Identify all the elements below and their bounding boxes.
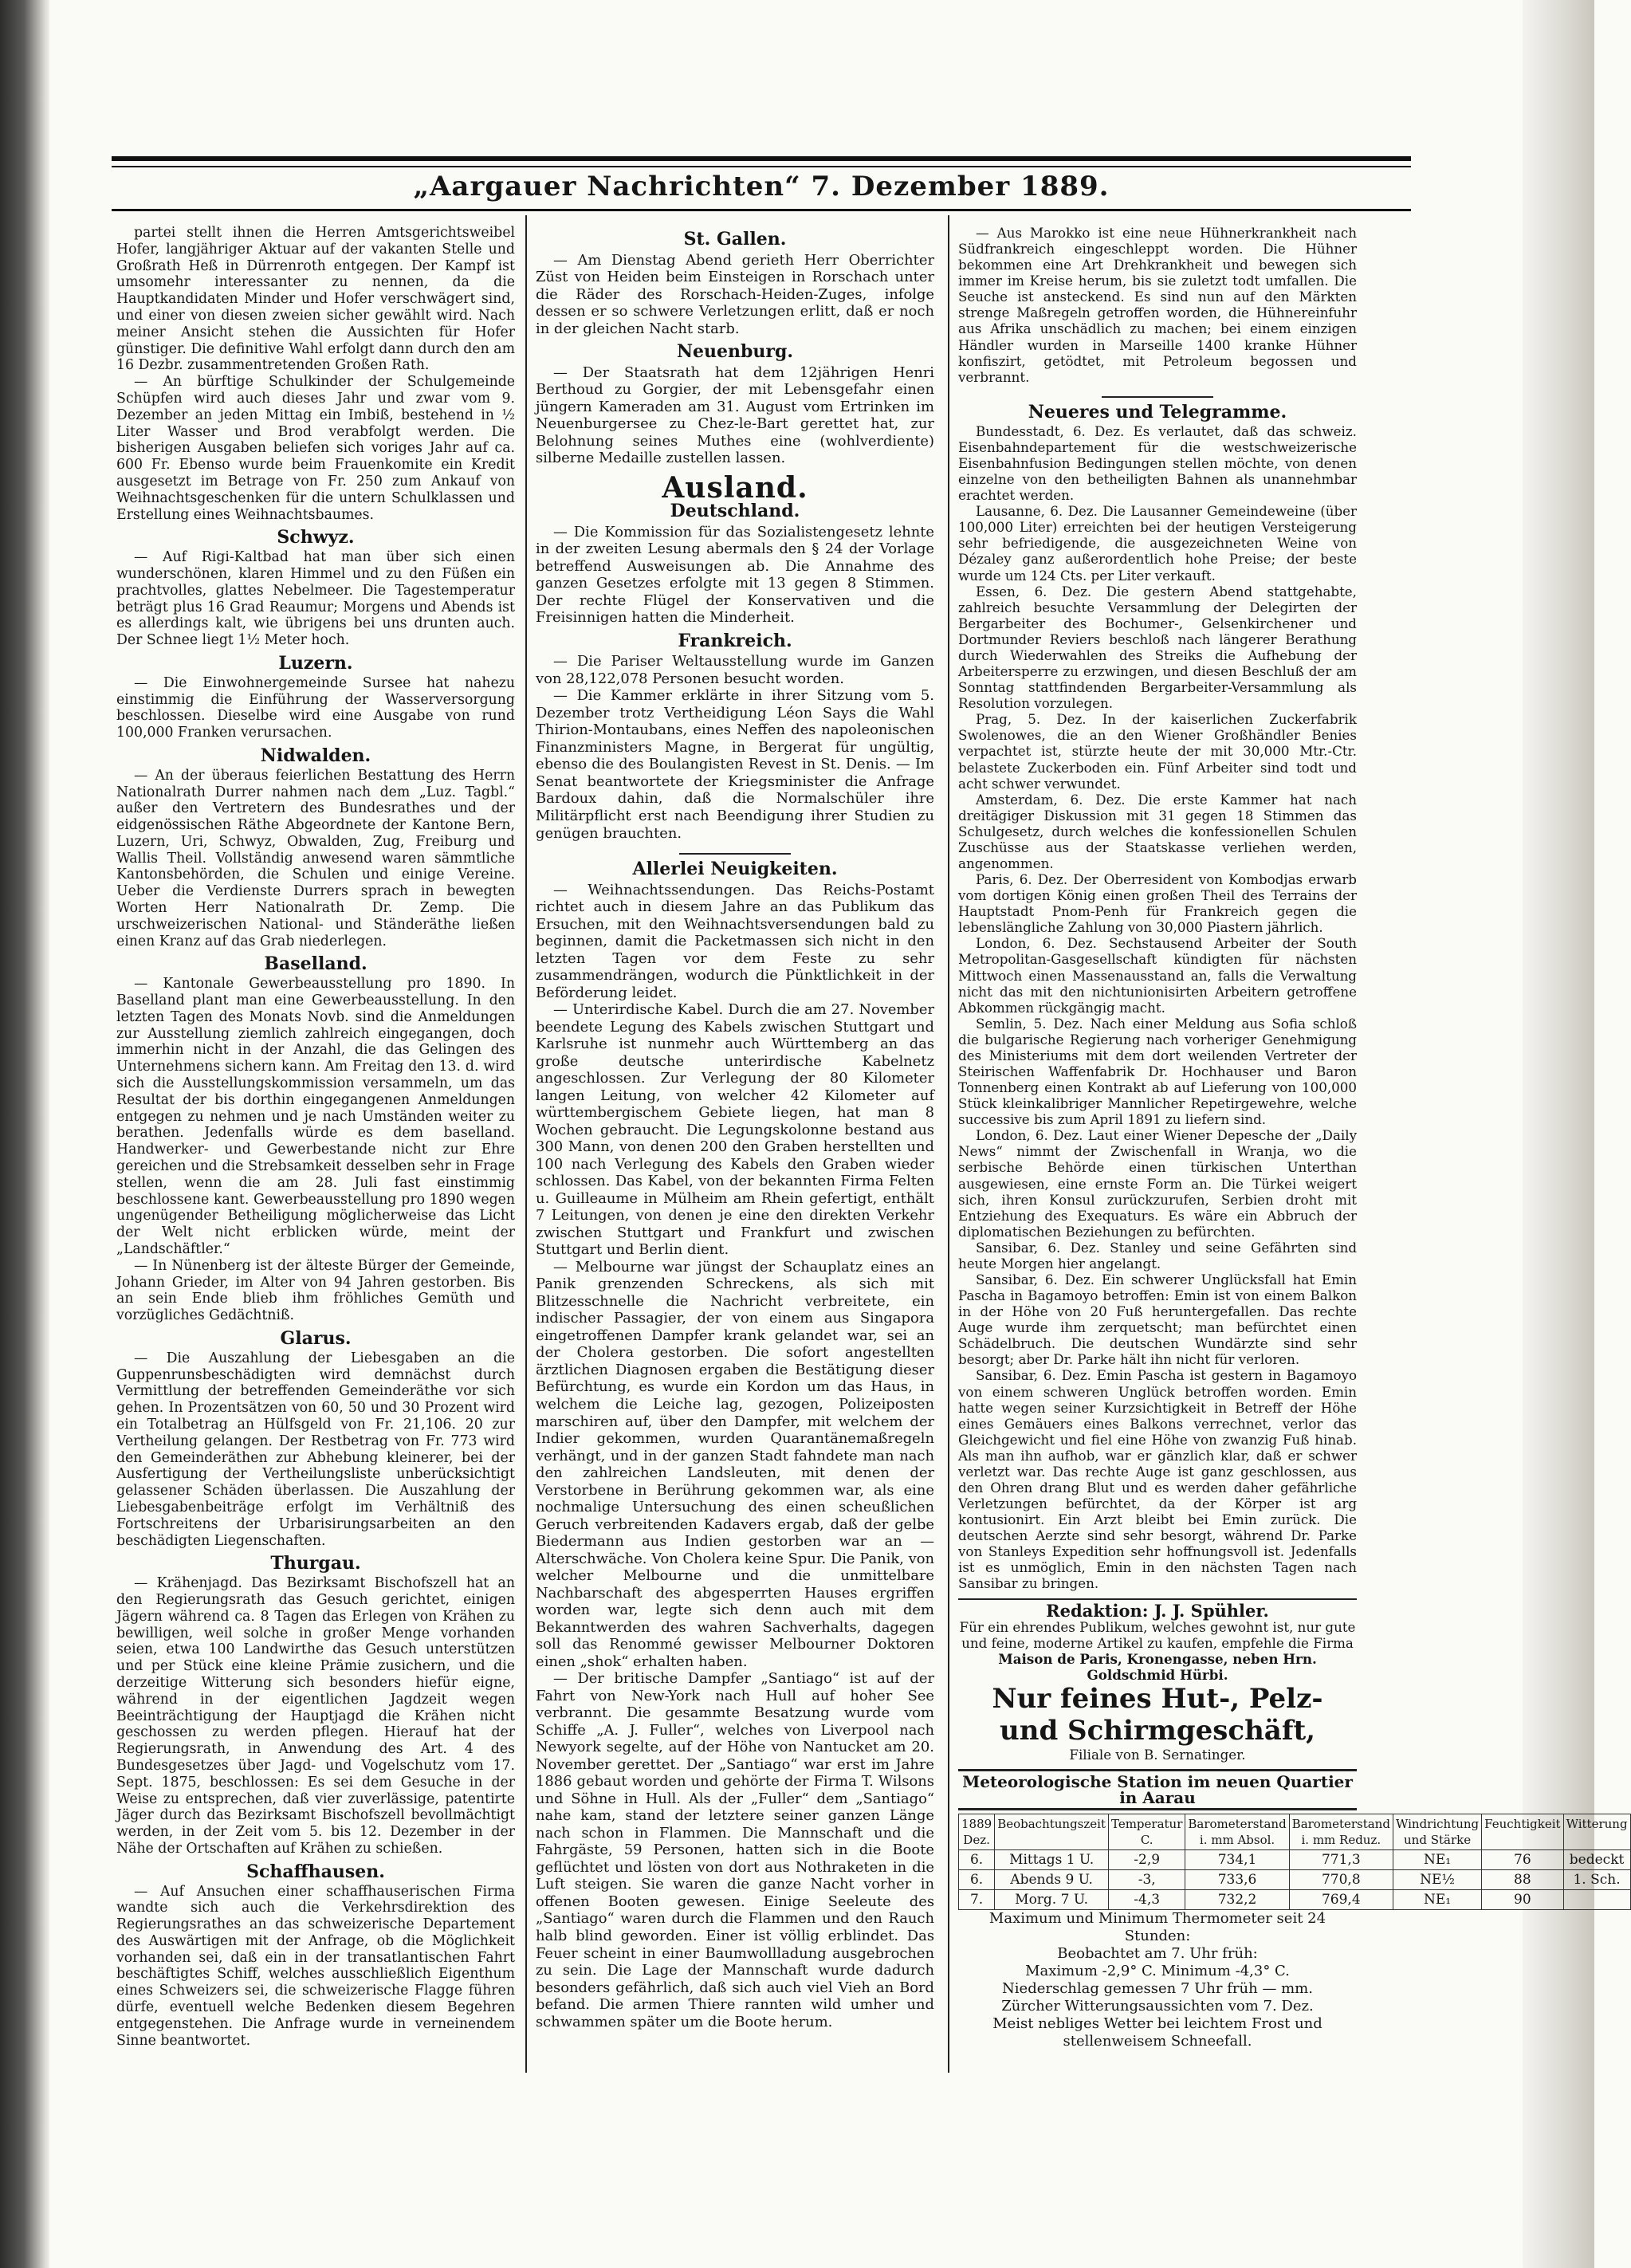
weather-table-row <box>959 1870 1631 1890</box>
article-paragraph: — Unterirdische Kabel. Durch die am 27. November beendete Legung des Kabels zwischen Stuttgart und Karlsruhe ist nunmehr auch Württemberg an das große deutsche unterirdische Kabelnetz angeschlossen. Zur Verlegung der 80 Kilometer langen Leitung, von welcher 42 Kilometer auf württembergischem Gebiete liegen, hat man 8 Wochen gebraucht. Die Legungskolonne bestand aus 300 Mann, von denen 200 den Graben herstellten und 100 nach Verlegung des Kabels den Graben wieder schlossen. Das Kabel, von der bekannten Firma Felten u. Guilleaume in Mülheim am Rhein gefertigt, enthält 7 Leitungen, von denen je eine den direkten Verkehr zwischen Stuttgart und Frankfurt und zwischen Stuttgart und Berlin dient. <box>536 1001 934 1259</box>
advertisement <box>958 1619 1357 1763</box>
weather-station-title: Meteorologische Station im neuen Quartier in Aarau <box>958 1769 1357 1810</box>
department-heading: Ausland. <box>662 470 808 505</box>
weather-notes <box>958 1910 1357 2050</box>
weather-table-cell: 90 <box>1482 1890 1563 1910</box>
weather-table-cell: 769,4 <box>1289 1890 1393 1910</box>
weather-table-cell: Morg. 7 U. <box>995 1890 1109 1910</box>
article-paragraph: — Auf Ansuchen einer schaffhauserischen Firma wandte sich auch die Verkehrsdirektion des Regierungsrathes an das schweizerische Departement des Auswärtigen mit der Anfrage, ob die Möglichkeit vorhanden sei, daß ein in der transatlantischen Fahrt beschäftigtes Schiff, welches ausschließlich Eigenthum eines Schweizers sei, die schweizerische Flagge führen dürfe, eventuell welche Bedenken diesem Begehren entgegenstehen. Die Anfrage wurde in verneinendem Sinne beantwortet. <box>116 1883 515 2049</box>
weather-table-cell: 732,2 <box>1185 1890 1289 1910</box>
section-heading: Schaffhausen. <box>246 1861 385 1882</box>
weather-table-cell: 1. Sch. <box>1563 1870 1630 1890</box>
weather-table-header: 1889 Dez. <box>959 1814 995 1850</box>
column-1 <box>116 225 515 2058</box>
article-paragraph: — Die Kammer erklärte in ihrer Sitzung vom 5. Dezember trotz Vertheidigung Léon Says die Wahl Thirion-Montaubans, eines Neffen des napoleonischen Finanzministers Magne, in Bergerat für ungültig, ebenso die des Boulangisten Revest in St. Denis. — Im Senat beantwortete der Kriegsminister die Anfrage Bardoux dahin, daß die Normalschüler ihre Militärpflicht erst nach Beendigung ihrer Studien zu genügen brauchten. <box>536 687 934 842</box>
section-heading: Neueres und Telegramme. <box>1028 401 1287 423</box>
weather-table-cell: 6. <box>959 1870 995 1890</box>
weather-table-cell: Mittags 1 U. <box>995 1850 1109 1870</box>
weather-table-header: Beobachtungszeit <box>995 1814 1109 1850</box>
article-paragraph: Semlin, 5. Dez. Nach einer Meldung aus Sofia schloß die bulgarische Regierung nach vorheriger Genehmigung des Ministeriums mit dem dort weilenden Vertreter der Steirischen Waffenfabrik Dr. Hochhauser und Baron Tonnenberg einen Kontrakt ab auf Lieferung von 100,000 Stück kleinkalibriger Mannlicher Repetirgewehre, welche successive bis zum April 1891 zu liefern sind. <box>958 1015 1357 1128</box>
weather-table-cell: 76 <box>1482 1850 1563 1870</box>
article-paragraph: — Auf Rigi-Kaltbad hat man über sich einen wunderschönen, klaren Himmel und zu den Füßen ein prachtvolles, glattes Nebelmeer. Die Tagestemperatur beträgt plus 16 Grad Reaumur; Morgens und Abends ist es allerdings kalt, wie übrigens bei uns drunten auch. Der Schnee liegt 1½ Meter hoch. <box>116 549 515 649</box>
section-heading: Baselland. <box>264 953 367 975</box>
section-heading: Nidwalden. <box>260 745 371 766</box>
article-paragraph: — An der überaus feierlichen Bestattung des Herrn Nationalrath Durrer nahmen nach dem „Luz. Tagbl.“ außer den Vertretern des Bundesrathes und der eidgenössischen Räthe Abgeordnete der Kantone Bern, Luzern, Uri, Schwyz, Obwalden, Zug, Freiburg und Wallis Theil. Vollständig anwesend waren sämmtliche Kantonsbehörden, die Schulen und einige Vereine. Ueber die Verdienste Durrers sprach in bewegten Worten Herr Nationalrath Dr. Zemp. Die urschweizerischen National- und Ständeräthe ließen einen Kranz auf das Grab niederlegen. <box>116 767 515 949</box>
column-divider-1 <box>525 215 527 2073</box>
separator-rule <box>1102 396 1213 398</box>
weather-table-cell: 88 <box>1482 1870 1563 1890</box>
section-heading: Glarus. <box>280 1328 352 1349</box>
ad-headline: Nur feines Hut-, Pelz- und Schirmgeschäft, <box>992 1682 1323 1747</box>
section-heading: Allerlei Neuigkeiten. <box>632 859 838 880</box>
article-paragraph: London, 6. Dez. Sechstausend Arbeiter der South Metropolitan-Gasgesellschaft kündigten für nächsten Mittwoch einen Massenausstand an, falls die Verwaltung nicht das mit den nichtunionisirten Arbeitern getroffene Abkommen rückgängig macht. <box>958 935 1357 1016</box>
weather-table-header: Witterung <box>1563 1814 1630 1850</box>
article-paragraph: Essen, 6. Dez. Die gestern Abend stattgehabte, zahlreich besuchte Versammlung der Delegirten der Bergarbeiter des Bochumer-, Gelsenkirchener und Dortmunder Reviers beschloß nach längerer Berathung durch Wiederwahlen des Streiks die Aufhebung der Arbeitersperre zu erzwingen, und diesen Beschluß der am Sonntag stattfindenden Bergarbeiter-Versammlung als Resolution vorzulegen. <box>958 583 1357 712</box>
article-paragraph: Bundesstadt, 6. Dez. Es verlautet, daß das schweiz. Eisenbahndepartement für die westschweizerische Eisenbahnfusion Bedingungen stellen möchte, von denen einzelne von den betheiligten Bahnen als unannehmbar erachtet werden. <box>958 423 1357 504</box>
section-heading: Deutschland. <box>670 501 800 522</box>
article-paragraph: — Die Kommission für das Sozialistengesetz lehnte in der zweiten Lesung abermals den § 24 der Vorlage betreffend Ausweisungen ab. Die Annahme des ganzen Gesetzes erfolgte mit 13 gegen 8 Stimmen. Der rechte Flügel der Konservativen und die Freisinnigen hatten die Minderheit. <box>536 523 934 627</box>
weather-table-row <box>959 1850 1631 1870</box>
article-paragraph: — In Nünenberg ist der älteste Bürger der Gemeinde, Johann Grieder, im Alter von 94 Jahren gestorben. Bis an sein Ende blieb ihm fröhliches Gemüth und vorzügliches Gedächtniß. <box>116 1257 515 1324</box>
article-paragraph: — Die Auszahlung der Liebesgaben an die Guppenrunsbeschädigten wird demnächst durch Vermittlung der betreffenden Gemeinderäthe vor sich gehen. In Prozentsätzen von 60, 50 und 30 Prozent wird ein Totalbetrag an Hülfsgeld von Fr. 21,106. 20 zur Vertheilung gelangen. Der Restbetrag von Fr. 773 wird den Gemeinderäthen zur Abhebung kleinerer, bei der Ausfertigung der Vertheilungsliste unberücksichtigt gelassener Schäden überlassen. Die Auszahlung der Liebesgabenbeiträge erfolgt im Verhältniß des Fortschreitens der Urbarisirungsarbeiten an den beschädigten Liegenschaften. <box>116 1350 515 1549</box>
page-edge-shadow <box>1523 0 1594 2268</box>
article-paragraph: — Kantonale Gewerbeausstellung pro 1890. In Baselland plant man eine Gewerbeausstellung. In den letzten Tagen des Monats Novb. sind die Anmeldungen zur Ausstellung ziemlich zahlreich eingegangen, doch immerhin nicht in der Anzahl, die das Gelingen des Unternehmens sichern kann. Am Freitag den 13. d. wird sich die Ausstellungskommission versammeln, um das Resultat der bis dorthin eingegangenen Anmeldungen entgegen zu nehmen und je nach Umständen weiter zu berathen. Jedenfalls würde es dem baselland. Handwerker- und Gewerbestande nicht zur Ehre gereichen und die Strebsamkeit desselben sehr in Frage stellen, wenn die am 28. Juli fast einstimmig beschlossene kant. Gewerbeausstellung pro 1890 wegen ungenügender Betheiligung möglicherweise das Licht der Welt nicht erblicken würde, meint der „Landschäftler.“ <box>116 976 515 1258</box>
weather-table-cell: 733,6 <box>1185 1870 1289 1890</box>
weather-note: Maximum -2,9° C. Minimum -4,3° C. <box>1025 1963 1290 1980</box>
weather-note: Maximum und Minimum Thermometer seit 24 Stunden: <box>988 1910 1326 1945</box>
weather-table-cell: NE₁ <box>1393 1850 1481 1870</box>
weather-table-cell: NE₁ <box>1393 1890 1481 1910</box>
article-paragraph: Sansibar, 6. Dez. Stanley und seine Gefährten sind heute Morgen hier angelangt. <box>958 1239 1357 1272</box>
article-paragraph: — Aus Marokko ist eine neue Hühnerkrankheit nach Südfrankreich eingeschleppt worden. Die Hühner bekommen eine Art Drehkrankheit und bewegen sich immer im Kreise herum, bis sie zuletzt todt umfallen. Die Seuche ist ansteckend. Es sind nun auf den Märkten strenge Maßregeln getroffen worden, die Hühnereinfuhr aus Afrika unschädlich zu machen; bei einem einzigen Händler wurden in Marseille 1400 kranke Hühner konfiszirt, getödtet, mit Petroleum begossen und verbrannt. <box>958 225 1357 385</box>
article-paragraph: Lausanne, 6. Dez. Die Lausanner Gemeindeweine (über 100,000 Liter) erreichten bei der heutigen Versteigerung sehr befriedigende, die ausgezeichneten Weine von Dézaley ganz außerordentlich hohe Preise; der beste wurde um 124 Cts. per Liter verkauft. <box>958 503 1357 584</box>
ad-intro: Für ein ehrendes Publikum, welches gewohnt ist, nur gute und feine, moderne Artikel zu kaufen, empfehle die Firma <box>959 1618 1356 1651</box>
weather-table-cell: 7. <box>959 1890 995 1910</box>
weather-table <box>958 1814 1631 1910</box>
article-paragraph: Sansibar, 6. Dez. Ein schwerer Unglücksfall hat Emin Pascha in Bagamoyo betroffen: Emin ist von einem Balkon in der Höhe von 20 Fuß heruntergefallen. Das rechte Auge wurde ihm zerquetscht; man befürchtet einen Schädelbruch. Die deutschen Wundärzte sind sehr besorgt; aber Dr. Parke hält ihn nicht für verloren. <box>958 1272 1357 1368</box>
article-paragraph: — An bürftige Schulkinder der Schulgemeinde Schüpfen wird auch dieses Jahr und zwar vom 9. Dezember an jeden Mittag ein Imbiß, bestehend in ½ Liter Wasser und Brod verabfolgt werden. Die bisherigen Ausgaben beliefen sich voriges Jahr auf ca. 600 Fr. Ebenso wurde beim Frauenkomite ein Kredit ausgesetzt im Betrage von Fr. 250 zum Ankauf von Weihnachtsgeschenken für die untern Schulklassen und Erstellung eines Weihnachtsbaumes. <box>116 374 515 523</box>
section-heading: Frankreich. <box>678 630 792 651</box>
article-paragraph: — Melbourne war jüngst der Schauplatz eines an Panik grenzenden Schreckens, als sich mit Blitzesschnelle die Nachricht verbreitete, ein indischer Passagier, der von einem aus Singapora eingetroffenen Dampfer krank gelandet war, sei an der Cholera gestorben. Die sofort angestellten ärztlichen Diagnosen ergaben die Bestätigung dieser Befürchtung, es wurde ein Kordon um das Haus, in welchem die Leiche lag, gezogen, Polizeiposten marschiren auf, über den Dampfer, mit welchem der Indier gekommen, wurden Quarantänemaßregeln verhängt, und in der ganzen Stadt fahndete man nach den zahlreichen Landsleuten, mit denen der Verstorbene in Berührung gekommen war, als eine nochmalige Untersuchung des einen scheußlichen Geruch verbreitenden Kadavers ergab, daß der gelbe Biedermann aus Indien gestorben war an — Alterschwäche. Von Cholera keine Spur. Die Panik, von welcher Melbourne und die unmittelbare Nachbarschaft des abgesperrten Hauses ergriffen worden war, legte sich denn auch mit dem Bekanntwerden des wahren Sachverhalts, dagegen soll das Renommé gewisser Melbourner Doktoren einen „shok“ erhalten haben. <box>536 1258 934 1670</box>
article-paragraph: — Die Einwohnergemeinde Sursee hat nahezu einstimmig die Einführung der Wasserversorgung beschlossen. Dieselbe wird eine Ausgabe von rund 100,000 Franken verursachen. <box>116 674 515 741</box>
weather-table-cell: bedeckt <box>1563 1850 1630 1870</box>
weather-table-cell: 771,3 <box>1289 1850 1393 1870</box>
article-paragraph: partei stellt ihnen die Herren Amtsgerichtsweibel Hofer, langjähriger Aktuar auf der vakanten Stelle und Großrath Heß in Dürrenroth entgegen. Der Kampf ist umsomehr interessanter zu nennen, da die Hauptkandidaten Minder und Hofer verschwägert sind, und einer von diesen zweien sicher gewählt wird. Nach meiner Ansicht stehen die Aussichten für Hofer günstiger. Die definitive Wahl erfolgt dann durch den am 16 Dezbr. zusammentretenden Großen Rath. <box>116 225 515 374</box>
separator-rule <box>679 853 791 855</box>
weather-table-cell: -4,3 <box>1108 1890 1185 1910</box>
weather-table-cell <box>1563 1890 1630 1910</box>
article-paragraph: Paris, 6. Dez. Der Oberresident von Kombodjas erwarb vom dortigen König einen großen Theil des Terrains der Hauptstadt Pnom-Penh für Frankreich gegen die lebenslängliche Zahlung von 30,000 Piastern jährlich. <box>958 871 1357 936</box>
weather-table-cell: -2,9 <box>1108 1850 1185 1870</box>
weather-table-cell: 6. <box>959 1850 995 1870</box>
section-heading: Neuenburg. <box>676 341 794 363</box>
page-binding-shadow <box>0 0 49 2268</box>
column-2 <box>536 225 934 2058</box>
weather-table-cell: 770,8 <box>1289 1870 1393 1890</box>
weather-table-cell: -3, <box>1108 1870 1185 1890</box>
section-heading: Luzern. <box>278 652 353 674</box>
masthead-rule <box>112 156 1411 161</box>
weather-table-header: Barometerstand i. mm Reduz. <box>1289 1814 1393 1850</box>
weather-table-cell: 734,1 <box>1185 1850 1289 1870</box>
masthead-title: „Aargauer Nachrichten“ 7. Dezember 1889. <box>413 171 1110 202</box>
section-heading: St. Gallen. <box>683 229 787 250</box>
weather-table-header: Barometerstand i. mm Absol. <box>1185 1814 1289 1850</box>
article-paragraph: — Am Dienstag Abend gerieth Herr Oberrichter Züst von Heiden beim Einsteigen in Rorschach unter die Räder des Rorschach-Heiden-Zuges, infolge dessen er so schwere Verletzungen erlitt, daß er noch in der gleichen Nacht starb. <box>536 251 934 337</box>
masthead-rule-thin <box>112 166 1411 167</box>
weather-note: Beobachtet am 7. Uhr früh: <box>1057 1945 1258 1963</box>
article-paragraph: — Die Pariser Weltausstellung wurde im Ganzen von 28,122,078 Personen besucht worden. <box>536 653 934 687</box>
article-paragraph: — Der britische Dampfer „Santiago“ ist auf der Fahrt von New-York nach Hull auf hoher See verbrannt. Die gesammte Besatzung wurde vom Schiffe „A. J. Fuller“, welches von Liverpool nach Newyork segelte, auf der Höhe von Nantucket am 20. November gerettet. Der „Santiago“ war erst im Jahre 1886 gebaut worden und gehörte der Firma T. Wilsons und Söhne in Hull. Als der „Fuller“ dem „Santiago“ nahe kam, stand der letztere seiner ganzen Länge nach schon in Flammen. Die Mannschaft und die Fahrgäste, 59 Personen, hatten sich in die Boote geflüchtet und lösten von dort aus Nothraketen in die Luft steigen. Sie waren die ganze Nacht vorher in offenen Booten gewesen. Einige Seeleute des „Santiago“ waren durch die Flammen und den Rauch halb blind geworden. Einer ist völlig erblindet. Das Feuer scheint in einer Baumwollladung ausgebrochen zu sein. Die Lage der Mannschaft wurde dadurch besonders gefährlich, daß sich auch viel Vieh an Bord befand. Die armen Thiere rannten wild umher und schwammen später um die Boote herum. <box>536 1670 934 2030</box>
weather-table-header: Windrichtung und Stärke <box>1393 1814 1481 1850</box>
editor-line: Redaktion: J. J. Spühler. <box>958 1598 1357 1619</box>
article-paragraph: London, 6. Dez. Laut einer Wiener Depesche der „Daily News“ nimmt der Zwischenfall in Wranja, wo die serbische Behörde einen türkischen Unterthan ausgewiesen, eine ernste Form an. Die Türkei weigert sich, ihren Konsul zurückzurufen, Serbien droht mit Entziehung des Exequaturs. Es wäre ein Abbruch der diplomatischen Beziehungen zu befürchten. <box>958 1127 1357 1240</box>
ad-branch: Filiale von B. Sernatinger. <box>1069 1746 1246 1763</box>
article-paragraph: — Weihnachtssendungen. Das Reichs-Postamt richtet auch in diesem Jahre an das Publikum das Ersuchen, mit den Weihnachtsversendungen bald zu beginnen, damit die Packetmassen sich nicht in den letzten Tagen vor dem Feste zu sehr zusammendrängen, wodurch die Pünktlichkeit in der Beförderung leidet. <box>536 881 934 1001</box>
weather-table-header: Temperatur C. <box>1108 1814 1185 1850</box>
section-heading: Schwyz. <box>277 527 355 548</box>
weather-note: Niederschlag gemessen 7 Uhr früh — mm. <box>1002 1980 1313 1998</box>
weather-table-cell: NE½ <box>1393 1870 1481 1890</box>
weather-note: Zürcher Witterungsaussichten vom 7. Dez. <box>1001 1998 1314 2015</box>
weather-table-header: Feuchtigkeit <box>1482 1814 1563 1850</box>
article-paragraph: Sansibar, 6. Dez. Emin Pascha ist gestern in Bagamoyo von einem schweren Unglück betroffen worden. Emin hatte wegen seiner Kurzsichtigkeit in Betreff der Höhe eines Gemäuers eines Balkons verrechnet, verlor das Gleichgewicht und fiel eine Höhe von zwanzig Fuß hinab. Als man ihn aufhob, war er gänzlich klar, daß er schwer verletzt war. Das rechte Auge ist ganz geschlossen, aus den Ohren drang Blut und es werden daher gefährliche Verletzungen befürchtet, da der Körper ist arg kontusionirt. Ein Arzt bleibt bei Emin zurück. Die deutschen Aerzte sind sehr besorgt, während Dr. Parke von Stanleys Expedition sehr hoffnungsvoll ist. Jedenfalls ist es unmöglich, Emin in den nächsten Tagen nach Sansibar zu bringen. <box>958 1367 1357 1592</box>
article-paragraph: — Der Staatsrath hat dem 12jährigen Henri Berthoud zu Gorgier, der mit Lebensgefahr einen jüngern Kameraden am 31. August vom Ertrinken im Neuenburgersee zu Chez-le-Bart gerettet hat, zur Belohnung seines Muthes eine (wohlverdiente) silberne Medaille zustellen lassen. <box>536 364 934 467</box>
column-3 <box>958 225 1628 2058</box>
column-divider-2 <box>948 215 949 2073</box>
article-paragraph: — Krähenjagd. Das Bezirksamt Bischofszell hat an den Regierungsrath das Gesuch gerichtet, einigen Jägern während ca. 8 Tagen das Erlegen von Krähen zu bewilligen, weil solche in großer Menge vorhanden seien, etwa 100 Landwirthe das Gesuch unterstützen und per Stück eine kleine Prämie zusichern, und die derzeitige Witterung sich besonders hiefür eigne, während in der eigentlichen Jagdzeit wegen Beeinträchtigung der Hauptjagd die Krähen nicht geschossen zu werden pflegen. Hierauf hat der Regierungsrath, in Anwendung des Art. 4 des Bundesgesetzes über Jagd- und Vogelschutz vom 17. Sept. 1875, beschlossen: Es sei dem Gesuche in der Weise zu entsprechen, daß vier zuverlässige, patentirte Jäger durch das Bezirksamt Bischofszell bevollmächtigt werden, in der Zeit vom 5. bis 12. Dezember in der Nähe der Ortschaften auf Krähen zu schießen. <box>116 1575 515 1857</box>
article-paragraph: Amsterdam, 6. Dez. Die erste Kammer hat nach dreitägiger Diskussion mit 31 gegen 18 Stimmen das Schulgesetz, durch welches die konfessionellen Schulen Zuschüsse aus der Staatskasse verliehen werden, angenommen. <box>958 791 1357 871</box>
weather-table-row <box>959 1890 1631 1910</box>
weather-note: Meist nebliges Wetter bei leichtem Frost und stellenweisem Schneefall. <box>992 2015 1322 2050</box>
weather-table-cell: Abends 9 U. <box>995 1870 1109 1890</box>
column-3-articles <box>958 225 1357 1592</box>
masthead-underline <box>112 209 1411 211</box>
section-heading: Thurgau. <box>270 1553 361 1574</box>
article-paragraph: Prag, 5. Dez. In der kaiserlichen Zuckerfabrik Swolenowes, die an den Wiener Großhändler Benies verpachtet ist, stürzte heute der mit 30,000 Mtr.-Ctr. belastete Zuckerboden ein. Fünf Arbeiter sind todt und acht schwer verwundet. <box>958 711 1357 792</box>
ad-firm: Maison de Paris, Kronengasse, neben Hrn. Goldschmid Hürbi. <box>998 1650 1317 1683</box>
